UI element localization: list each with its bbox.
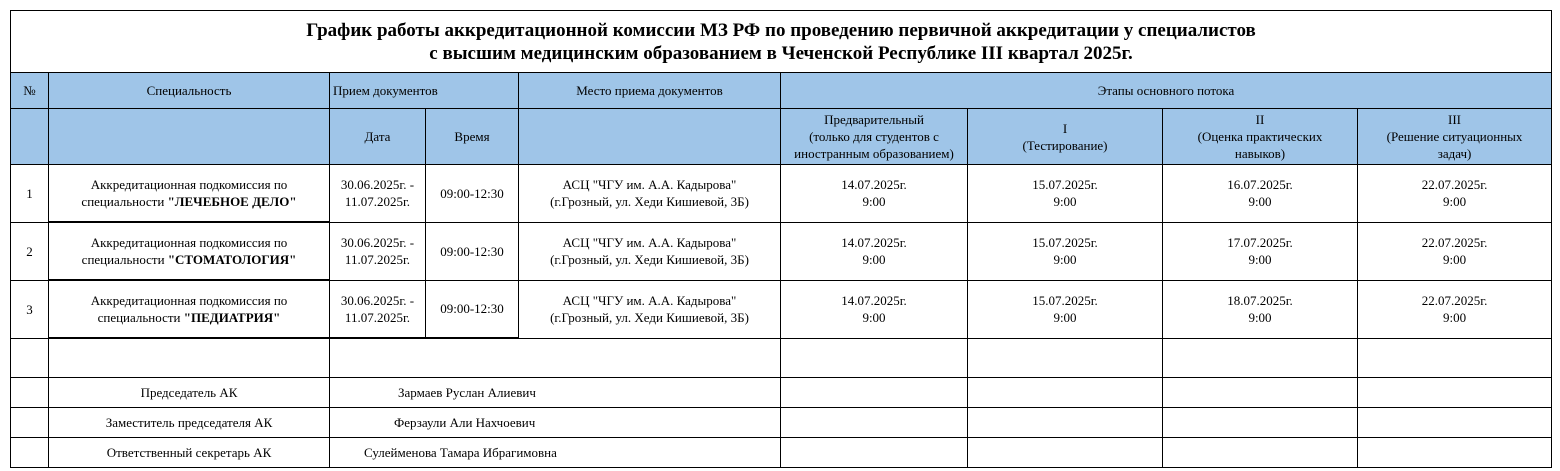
blank-cell	[1163, 408, 1358, 438]
blank-cell	[1163, 438, 1358, 468]
signature-row	[11, 438, 1552, 468]
header-specialty: Специальность	[49, 73, 330, 109]
row-stage-1-time: 9:00	[1053, 194, 1077, 210]
row-specialty-line-2	[51, 193, 327, 210]
blank-cell	[11, 338, 49, 378]
row-specialty-line-2	[51, 251, 327, 268]
blank-cell	[1163, 378, 1358, 408]
row-specialty-line-1: Аккредитационная подкомиссия по	[90, 235, 288, 250]
table-row	[11, 165, 1552, 223]
row-prelim-date: 14.07.2025г.	[841, 293, 907, 308]
title-line-1: График работы аккредитационной комиссии МЗ РФ по проведению первичной аккредитации у специалистов	[306, 19, 1256, 41]
row-prelim	[781, 165, 968, 223]
blank-cell	[968, 378, 1163, 408]
blank-cell	[968, 338, 1163, 378]
row-num: 2	[11, 222, 49, 280]
row-specialty-prefix: специальности	[81, 194, 168, 209]
row-stage-3-time: 9:00	[1442, 252, 1467, 267]
row-place	[519, 165, 781, 223]
signature-row	[11, 408, 1552, 438]
row-dates	[330, 222, 426, 280]
row-specialty-line-2	[51, 309, 327, 326]
blank-cell	[11, 438, 49, 468]
row-stage-3	[1358, 165, 1552, 223]
row-place-line-2: (г.Грозный, ул. Хеди Кишиевой, 3Б)	[550, 252, 749, 267]
blank-cell	[1358, 338, 1552, 378]
row-stage-3-time: 9:00	[1442, 310, 1467, 325]
row-date-to: 11.07.2025г.	[344, 309, 411, 325]
row-prelim-time: 9:00	[862, 194, 886, 210]
row-num: 3	[11, 280, 49, 338]
header-prelim-line-3: иностранным образованием)	[794, 146, 954, 161]
row-specialty-name: "ПЕДИАТРИЯ"	[183, 310, 281, 325]
title-row	[11, 11, 1552, 73]
header-stage-1-label: (Тестирование)	[1022, 137, 1108, 153]
header-stage-2-num: II	[1255, 112, 1265, 127]
row-prelim-time: 9:00	[862, 310, 886, 325]
row-stage-1	[968, 222, 1163, 280]
row-stage-2-date: 18.07.2025г.	[1227, 293, 1293, 308]
header-row-2	[11, 109, 1552, 165]
header-stage-2-label-1: (Оценка практических	[1197, 129, 1323, 144]
blank-cell	[1163, 338, 1358, 378]
row-stage-2-date: 17.07.2025г.	[1227, 235, 1293, 250]
signature-name: Зармаев Руслан Алиевич	[330, 378, 781, 408]
header-stage-2	[1163, 109, 1358, 165]
header-prelim-line-2: (только для студентов с	[809, 129, 939, 144]
row-stage-2	[1163, 280, 1358, 338]
signature-name: Сулейменова Тамара Ибрагимовна	[330, 438, 781, 468]
header-time: Время	[426, 109, 519, 165]
blank-cell	[330, 338, 781, 378]
row-num: 1	[11, 165, 49, 223]
blank-cell	[968, 408, 1163, 438]
row-specialty-name: "СТОМАТОЛОГИЯ"	[167, 252, 297, 267]
table-row	[11, 222, 1552, 280]
blank-cell	[1358, 408, 1552, 438]
blank-cell	[781, 408, 968, 438]
row-stage-2-date: 16.07.2025г.	[1227, 177, 1293, 193]
row-stage-3	[1358, 280, 1552, 338]
signature-role: Председатель АК	[49, 378, 330, 408]
row-place-line-2: (г.Грозный, ул. Хеди Кишиевой, 3Б)	[550, 194, 749, 210]
row-place-line-2: (г.Грозный, ул. Хеди Кишиевой, 3Б)	[550, 310, 749, 325]
blank-cell	[11, 408, 49, 438]
row-stage-1	[968, 165, 1163, 223]
row-stage-2	[1163, 165, 1358, 223]
signature-role: Ответственный секретарь АК	[49, 438, 330, 468]
blank-cell	[1358, 438, 1552, 468]
header-place-blank	[519, 109, 781, 165]
row-prelim-date: 14.07.2025г.	[841, 177, 907, 193]
row-date-from: 30.06.2025г. -	[340, 177, 415, 193]
header-num-blank	[11, 109, 49, 165]
blank-cell	[781, 378, 968, 408]
row-time: 09:00-12:30	[426, 222, 519, 280]
header-stage-1-num: I	[1062, 120, 1068, 136]
blank-cell	[49, 338, 330, 378]
header-num: №	[11, 73, 49, 109]
row-stage-3	[1358, 222, 1552, 280]
signature-role: Заместитель председателя АК	[49, 408, 330, 438]
header-stage-3	[1358, 109, 1552, 165]
row-stage-2-time: 9:00	[1248, 252, 1272, 267]
header-docs-reception: Прием документов	[330, 73, 519, 109]
header-row-1	[11, 73, 1552, 109]
row-dates	[330, 165, 426, 223]
row-place	[519, 280, 781, 338]
header-date: Дата	[330, 109, 426, 165]
title-line-2: с высшим медицинским образованием в Чеченской Республике III квартал 2025г.	[429, 42, 1133, 64]
row-stage-1-time: 9:00	[1053, 310, 1077, 325]
row-specialty-prefix: специальности	[97, 310, 184, 325]
signature-name: Ферзаули Али Нахчоевич	[330, 408, 781, 438]
row-date-to: 11.07.2025г.	[344, 194, 411, 210]
row-stage-3-date: 22.07.2025г.	[1421, 177, 1488, 193]
header-specialty-blank	[49, 109, 330, 165]
row-prelim	[781, 222, 968, 280]
row-dates	[330, 280, 426, 338]
blank-cell	[781, 338, 968, 378]
blank-cell	[968, 438, 1163, 468]
blank-cell	[11, 378, 49, 408]
row-time: 09:00-12:30	[426, 280, 519, 338]
row-stage-3-date: 22.07.2025г.	[1421, 235, 1488, 250]
row-time: 09:00-12:30	[426, 165, 519, 223]
row-stage-1-date: 15.07.2025г.	[1032, 293, 1098, 308]
row-stage-2	[1163, 222, 1358, 280]
blank-cell	[1358, 378, 1552, 408]
header-stage-1	[968, 109, 1163, 165]
row-prelim-time: 9:00	[862, 252, 886, 267]
row-specialty-prefix: специальности	[81, 252, 168, 267]
row-specialty-name: "ЛЕЧЕБНОЕ ДЕЛО"	[167, 194, 297, 209]
row-place-line-1: АСЦ "ЧГУ им. А.А. Кадырова"	[562, 177, 737, 193]
row-specialty	[49, 165, 330, 223]
row-stage-3-time: 9:00	[1442, 194, 1467, 210]
schedule-table	[10, 10, 1552, 468]
row-stage-1-time: 9:00	[1053, 252, 1077, 267]
row-specialty	[49, 222, 330, 280]
row-stage-1-date: 15.07.2025г.	[1032, 177, 1098, 193]
table-row	[11, 280, 1552, 338]
header-prelim-line-1: Предварительный	[824, 112, 924, 127]
blank-row	[11, 338, 1552, 378]
schedule-sheet	[10, 10, 1551, 468]
row-place-line-1: АСЦ "ЧГУ им. А.А. Кадырова"	[562, 235, 737, 250]
row-place-line-1: АСЦ "ЧГУ им. А.А. Кадырова"	[562, 293, 737, 308]
row-stage-1	[968, 280, 1163, 338]
header-stage-3-label-1: (Решение ситуационных	[1386, 129, 1523, 144]
row-date-to: 11.07.2025г.	[344, 252, 411, 267]
row-specialty-line-1: Аккредитационная подкомиссия по	[90, 293, 288, 308]
row-specialty-line-1: Аккредитационная подкомиссия по	[90, 177, 288, 192]
signature-row	[11, 378, 1552, 408]
header-stage-3-num: III	[1448, 112, 1462, 127]
header-stage-3-label-2: задач)	[1437, 146, 1472, 161]
header-prelim	[781, 109, 968, 165]
blank-cell	[781, 438, 968, 468]
row-stage-3-date: 22.07.2025г.	[1421, 293, 1488, 308]
row-date-from: 30.06.2025г. -	[340, 292, 415, 308]
row-specialty	[49, 280, 330, 338]
header-place: Место приема документов	[519, 73, 781, 109]
row-stage-2-time: 9:00	[1248, 194, 1272, 210]
header-stage-2-label-2: навыков)	[1234, 146, 1286, 161]
row-place	[519, 222, 781, 280]
row-stage-2-time: 9:00	[1248, 310, 1272, 325]
row-date-from: 30.06.2025г. -	[340, 235, 415, 250]
header-stages: Этапы основного потока	[781, 73, 1552, 109]
page-title	[11, 11, 1552, 73]
row-prelim-date: 14.07.2025г.	[841, 235, 907, 250]
row-stage-1-date: 15.07.2025г.	[1032, 235, 1098, 250]
row-prelim	[781, 280, 968, 338]
